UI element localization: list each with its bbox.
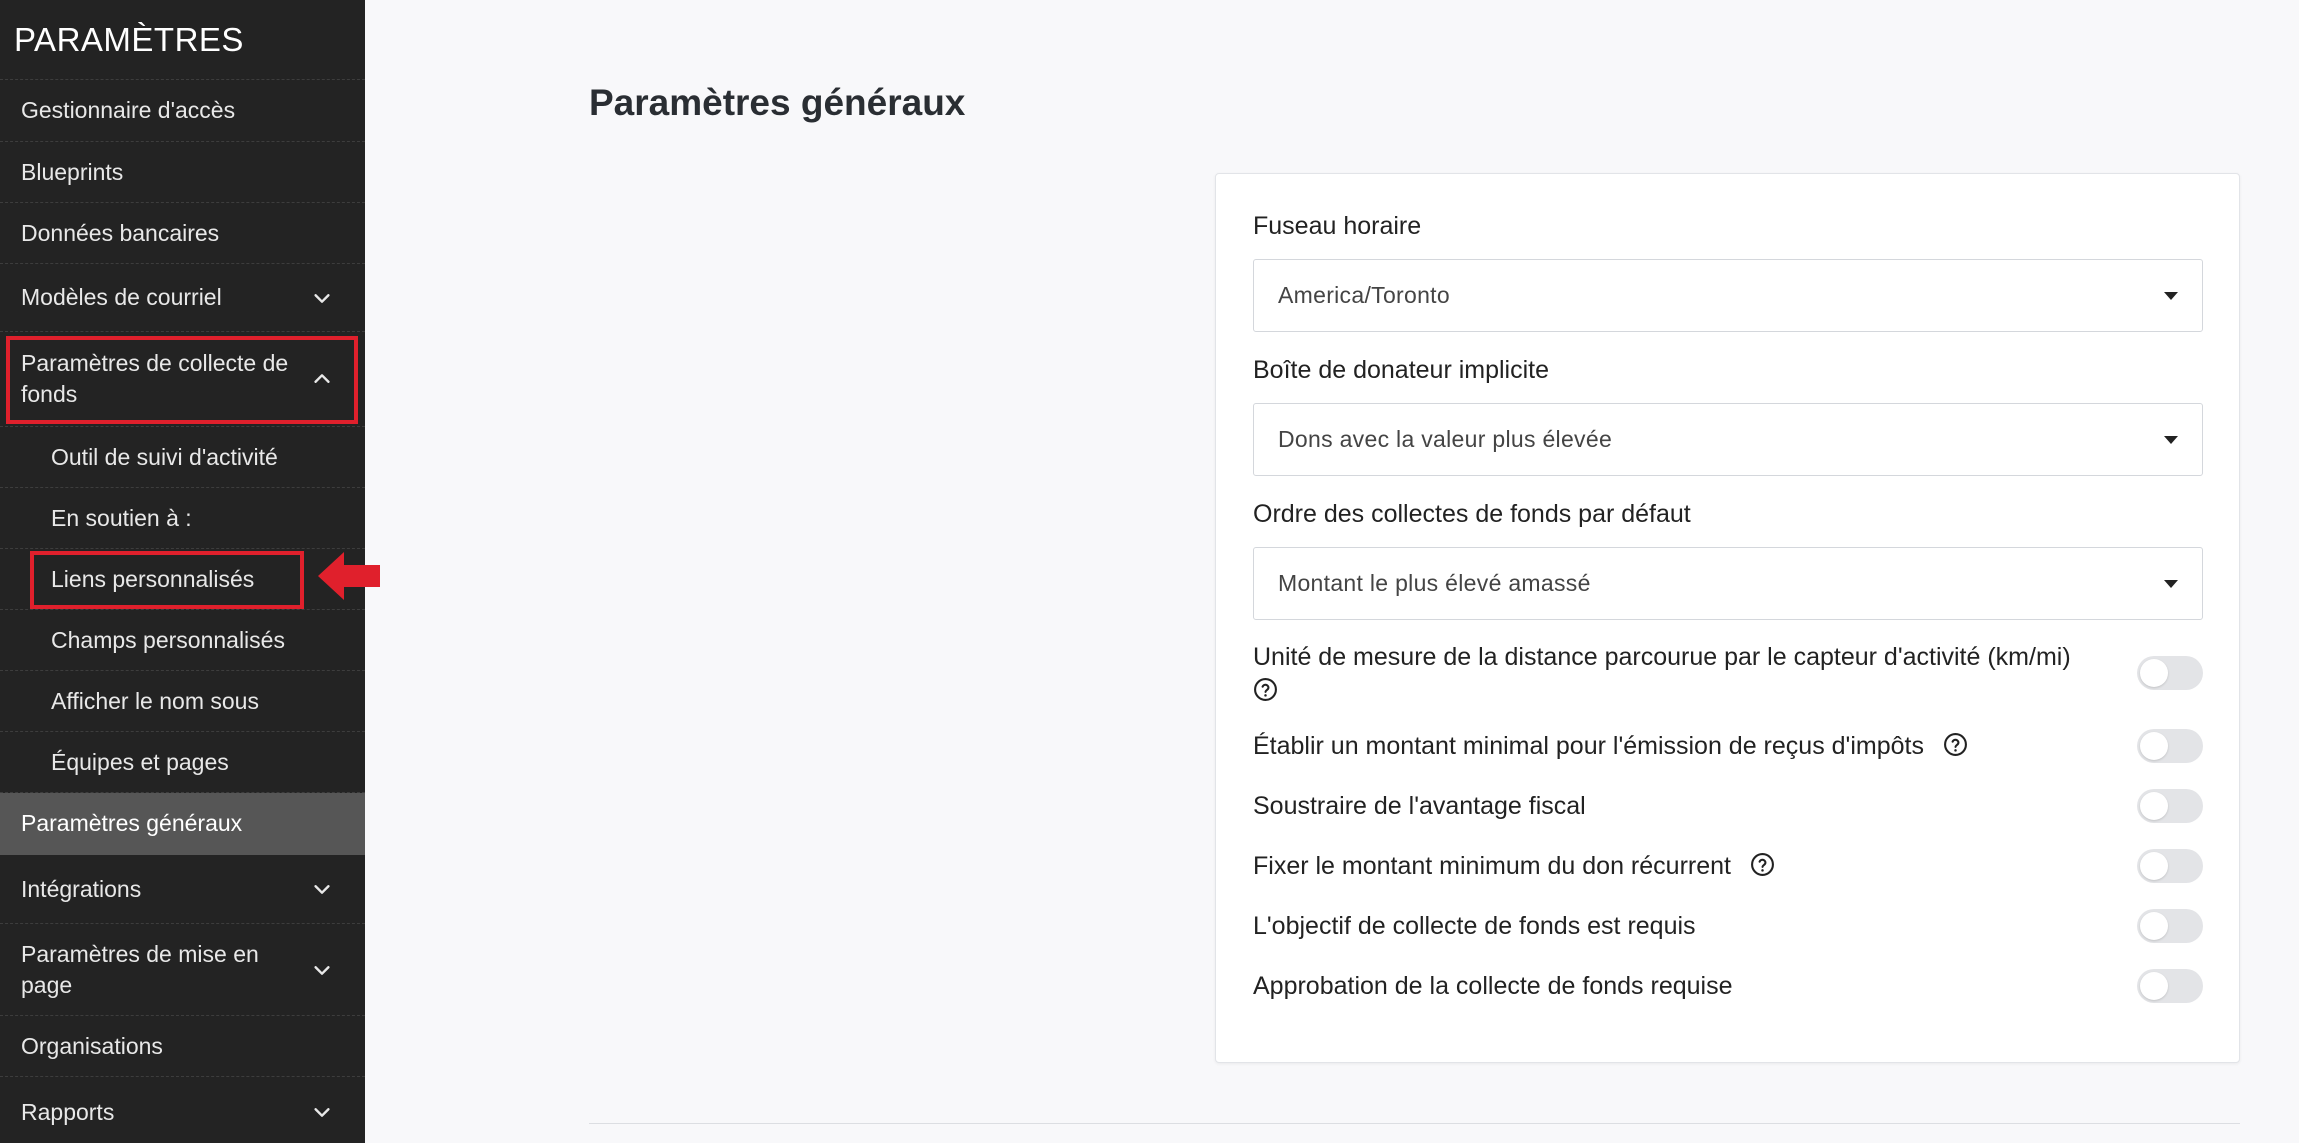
toggle-knob [2140,792,2168,820]
sidebar-item-access-manager[interactable] [0,80,365,142]
chevron-down-icon [309,957,335,983]
sidebar-item-email-templates[interactable] [0,264,365,332]
sidebar-item-label: En soutien à : [51,504,192,531]
toggle-row-goal-required [1253,909,2203,949]
sidebar-item-label: Équipes et pages [51,748,229,775]
sidebar-item-bank-data[interactable] [0,203,365,264]
sidebar-item-activity-tracker[interactable] [0,427,365,488]
help-circle-icon[interactable] [1943,732,1968,757]
sidebar-item-integrations[interactable] [0,855,365,924]
fundraiser-order-label: Ordre des collectes de fonds par défaut [1253,500,1691,528]
subtract-tax-benefit-toggle[interactable] [2137,789,2203,823]
sidebar-item-label: Gestionnaire d'accès [21,97,236,123]
toggle-knob [2140,912,2168,940]
toggle-label: Établir un montant minimal pour l'émission de reçus d'impôts [1253,732,1924,760]
distance-unit-toggle[interactable] [2137,656,2203,690]
sidebar-item-organizations[interactable] [0,1016,365,1077]
sidebar-item-label: Paramètres de mise en page [21,940,259,998]
default-donor-box-select[interactable] [1253,403,2203,476]
general-settings-card [1215,173,2240,1063]
sidebar-title: PARAMÈTRES [0,0,365,80]
chevron-up-icon [309,366,335,392]
approval-required-toggle[interactable] [2137,969,2203,1003]
bottom-divider [589,1123,2240,1124]
toggle-row-recurring-minimum [1253,849,2203,889]
default-donor-box-value: Dons avec la valeur plus élevée [1278,426,1613,452]
help-circle-icon[interactable] [1750,852,1775,877]
timezone-select[interactable] [1253,259,2203,332]
settings-sidebar [0,0,365,1143]
toggle-label: Unité de mesure de la distance parcourue par le capteur d'activité (km/mi) [1253,643,2071,671]
sidebar-item-label: Champs personnalisés [51,626,285,653]
sidebar-item-fundraising-settings[interactable] [0,332,365,427]
toggle-label: L'objectif de collecte de fonds est requis [1253,912,1696,940]
caret-down-icon [2164,580,2178,588]
recurring-minimum-toggle[interactable] [2137,849,2203,883]
sidebar-item-blueprints[interactable] [0,142,365,203]
chevron-down-icon [309,285,335,311]
sidebar-item-label: Organisations [21,1032,163,1059]
sidebar-item-label: Afficher le nom sous [51,687,259,714]
sidebar-item-label: Blueprints [21,158,124,185]
sidebar-item-label: Intégrations [21,875,142,902]
help-circle-icon[interactable] [1253,677,1278,702]
sidebar-item-teams-pages[interactable] [0,732,365,793]
chevron-down-icon [309,1099,335,1125]
sidebar-item-reports[interactable] [0,1077,365,1143]
page-title: Paramètres généraux [589,82,966,123]
toggle-row-subtract-tax-benefit [1253,789,2203,829]
sidebar-item-in-support-of[interactable] [0,488,365,549]
caret-down-icon [2164,436,2178,444]
toggle-row-tax-receipt-minimum [1253,729,2203,769]
sidebar-item-custom-fields[interactable] [0,610,365,671]
toggle-label: Approbation de la collecte de fonds requise [1253,972,1733,1000]
timezone-label: Fuseau horaire [1253,212,1422,240]
sidebar-item-label: Paramètres de collecte de fonds [21,350,289,407]
chevron-down-icon [309,876,335,902]
sidebar-item-label: Modèles de courriel [21,284,222,310]
toggle-label: Soustraire de l'avantage fiscal [1253,792,1586,820]
toggle-row-approval-required [1253,969,2203,1009]
toggle-row-distance-unit [1253,640,2203,710]
toggle-knob [2140,972,2168,1000]
fundraiser-order-value: Montant le plus élevé amassé [1278,570,1591,596]
sidebar-item-label: Rapports [21,1098,115,1125]
sidebar-item-layout-settings[interactable] [0,924,365,1016]
sidebar-item-label: Outil de suivi d'activité [51,443,278,470]
default-donor-box-label: Boîte de donateur implicite [1253,356,1550,384]
sidebar-item-custom-links[interactable] [0,549,365,610]
sidebar-item-label: Liens personnalisés [51,565,255,592]
toggle-knob [2140,659,2168,687]
caret-down-icon [2164,292,2178,300]
goal-required-toggle[interactable] [2137,909,2203,943]
tax-receipt-minimum-toggle[interactable] [2137,729,2203,763]
sidebar-item-general-settings[interactable] [0,793,365,855]
sidebar-item-display-name[interactable] [0,671,365,732]
toggle-knob [2140,732,2168,760]
timezone-value: America/Toronto [1278,282,1450,308]
fundraiser-order-select[interactable] [1253,547,2203,620]
sidebar-item-label: Données bancaires [21,219,220,246]
sidebar-item-label: Paramètres généraux [21,810,243,836]
toggle-knob [2140,852,2168,880]
toggle-label: Fixer le montant minimum du don récurrent [1253,852,1731,880]
red-arrow-icon [318,552,380,600]
